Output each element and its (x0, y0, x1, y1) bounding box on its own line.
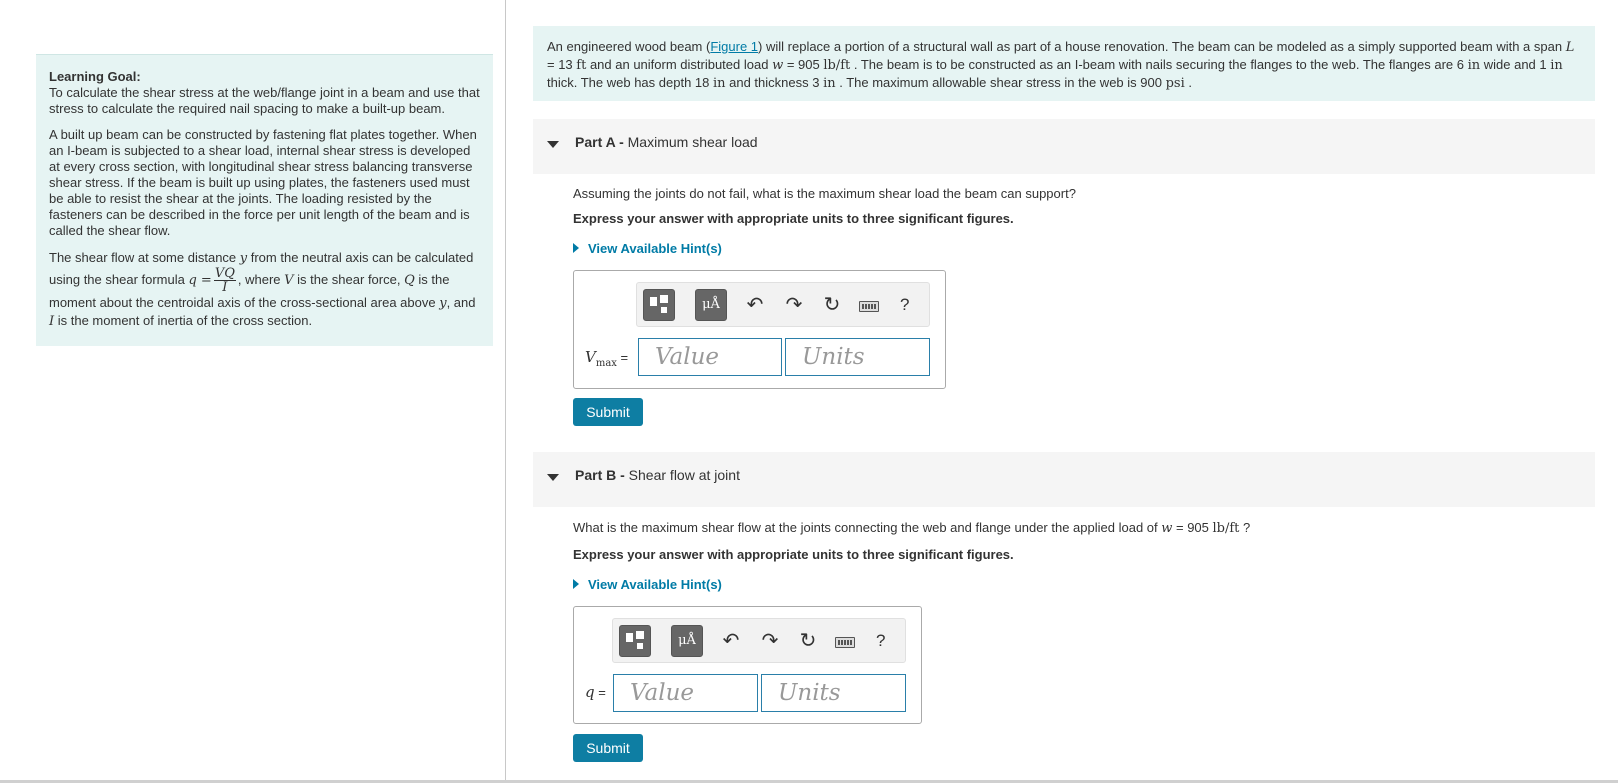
formula-fraction (214, 267, 236, 294)
vmax-label (585, 348, 628, 369)
learning-goal-box (36, 54, 493, 346)
part-a-value-input[interactable] (638, 338, 782, 376)
var-symbol: q (585, 683, 595, 701)
unit-in: in (823, 76, 836, 91)
math-toolbar (636, 282, 930, 327)
keyboard-icon[interactable] (859, 301, 879, 312)
equals-sign: = (594, 685, 606, 700)
text-run: . (1184, 75, 1192, 90)
left-panel (0, 0, 506, 783)
unit-psi: psi (1165, 76, 1185, 91)
part-b-submit-button[interactable]: Submit (573, 734, 643, 762)
var-symbol: V (585, 348, 596, 366)
hint-label: View Available Hint(s) (588, 577, 722, 592)
text-run: . The maximum allowable shear stress in the web is 900 (835, 75, 1166, 90)
math-w: w (772, 58, 784, 73)
collapse-triangle-icon[interactable] (547, 474, 559, 481)
text-run: and thickness 3 (725, 75, 824, 90)
units-icon[interactable]: μÅ (671, 625, 703, 657)
text-run: thick. The web has depth 18 (547, 75, 713, 90)
unit-lbft: lb/ft (1212, 521, 1240, 536)
problem-intro (533, 26, 1595, 101)
reset-icon[interactable]: ↻ (823, 294, 841, 316)
undo-icon[interactable]: ↶ (722, 630, 740, 652)
unit-in: in (1550, 58, 1563, 73)
collapse-triangle-icon[interactable] (547, 141, 559, 148)
text-run: is the moment of inertia of the cross section. (54, 313, 313, 328)
math-toolbar (612, 618, 906, 663)
templates-icon[interactable] (643, 289, 675, 321)
part-b-value-input[interactable] (613, 674, 758, 712)
part-b-title (575, 467, 740, 483)
shear-flow-paragraph (49, 249, 480, 330)
text-run: = 905 (783, 57, 824, 72)
expand-triangle-icon (573, 579, 579, 589)
math-I: I (49, 314, 55, 329)
text-run: is the moment about the centroidal axis of the cross-sectional area above (49, 271, 450, 310)
reset-icon[interactable]: ↻ (799, 630, 817, 652)
unit-ft: ft (576, 58, 587, 73)
formula-denominator: I (222, 280, 228, 295)
part-b-units-input[interactable] (761, 674, 906, 712)
part-b-answer-box (573, 606, 922, 724)
help-icon[interactable]: ? (900, 295, 910, 314)
part-a-title-text: Maximum shear load (623, 134, 758, 150)
learning-goal-title: Learning Goal: (49, 69, 141, 84)
text-run: What is the maximum shear flow at the joints connecting the web and flange under the applied load of (573, 520, 1162, 535)
part-a-hint-link[interactable] (573, 241, 722, 256)
hint-label: View Available Hint(s) (588, 241, 722, 256)
templates-icon[interactable] (619, 625, 651, 657)
text-run: . The beam is to be constructed as an I-beam with nails securing the flanges to the web. The flanges are 6 (850, 57, 1468, 72)
part-a-instruction: Express your answer with appropriate units to three significant figures. (573, 211, 1014, 226)
part-a-units-input[interactable] (785, 338, 930, 376)
part-a-header[interactable] (533, 119, 1595, 174)
part-a-submit-button[interactable]: Submit (573, 398, 643, 426)
math-y: y (239, 251, 248, 266)
part-a-label: Part A - (575, 134, 624, 150)
part-b-title-text: Shear flow at joint (624, 467, 740, 483)
math-L: L (1565, 40, 1575, 55)
part-a-title (575, 134, 758, 150)
units-icon[interactable]: μÅ (695, 289, 727, 321)
text-run: from the neutral axis can be calculated using the shear formula (49, 250, 474, 287)
part-b-header[interactable] (533, 452, 1595, 507)
text-run: = 905 (1172, 520, 1213, 535)
part-b-label: Part B - (575, 467, 625, 483)
unit-in: in (1467, 58, 1481, 73)
part-a-answer-box (573, 270, 946, 389)
equals-sign: = (616, 350, 629, 365)
text-run: is the shear force, (293, 271, 405, 287)
formula-numerator: VQ (214, 266, 235, 281)
text-run: ) will replace a portion of a structural wall as part of a house renovation. The beam can be modeled as a simply supported beam with a span (758, 39, 1566, 54)
part-b-hint-link[interactable] (573, 577, 722, 592)
formula-lhs: q = (188, 272, 212, 288)
expand-triangle-icon (573, 243, 579, 253)
part-a-question: Assuming the joints do not fail, what is the maximum shear load the beam can support? (573, 186, 1076, 201)
text-run: ? (1239, 520, 1251, 535)
math-y: y (439, 296, 447, 311)
built-up-beam-paragraph: A built up beam can be constructed by fastening flat plates together. When an I-beam is subjected to a shear load, internal shear stress is developed at every cross section, with longitudinal shear stress balancing transverse shear stress. If the beam is built up using plates, the fasteners used must be able to resist the shear at the joints. The loading resisted by the fasteners can be described in the force per unit length of the beam and is called the shear flow. (49, 127, 477, 238)
math-V: V (284, 272, 294, 288)
part-b-instruction: Express your answer with appropriate units to three significant figures. (573, 547, 1014, 562)
text-run: An engineered wood beam ( (547, 39, 711, 54)
undo-icon[interactable]: ↶ (746, 294, 764, 316)
text-run: , and (446, 295, 476, 310)
text-run: and an uniform distributed load (586, 57, 773, 72)
math-w: w (1161, 521, 1173, 536)
part-b-question (573, 520, 1250, 536)
learning-goal-text: To calculate the shear stress at the web/flange joint in a beam and use that stress to calculate the required nail spacing to make a built-up beam. (49, 85, 480, 116)
unit-lbft: lb/ft (823, 58, 851, 73)
redo-icon[interactable]: ↷ (761, 630, 779, 652)
text-run: The shear flow at some distance (49, 250, 240, 265)
text-run: , where (237, 271, 285, 287)
redo-icon[interactable]: ↷ (785, 294, 803, 316)
text-run: = 13 (547, 57, 577, 72)
help-icon[interactable]: ? (876, 631, 886, 650)
unit-in: in (712, 76, 726, 91)
text-run: wide and 1 (1480, 57, 1551, 72)
q-label (585, 683, 606, 701)
var-subscript: max (595, 358, 617, 369)
learning-goal-intro (49, 69, 480, 117)
keyboard-icon[interactable] (835, 637, 855, 648)
math-Q: Q (404, 272, 415, 288)
figure-1-link[interactable]: Figure 1 (710, 39, 759, 54)
